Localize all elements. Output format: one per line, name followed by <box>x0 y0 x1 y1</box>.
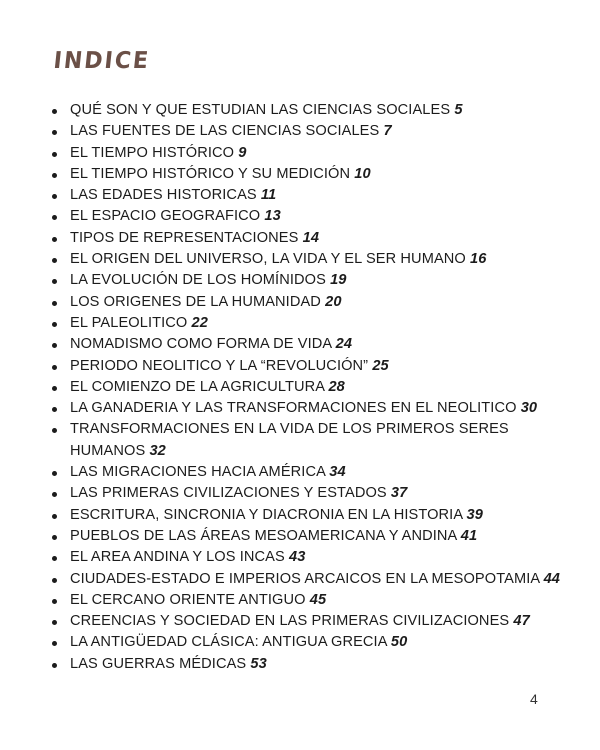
toc-item <box>52 121 582 142</box>
page-title: INDICE <box>52 48 152 75</box>
bullet-icon <box>52 237 57 242</box>
toc-item-page: 13 <box>264 208 281 225</box>
bullet-icon <box>52 386 57 391</box>
bullet-icon <box>52 194 57 199</box>
toc-item-page: 7 <box>383 123 392 140</box>
toc-item-label: LA EVOLUCIÓN DE LOS HOMÍNIDOS <box>70 272 326 289</box>
toc-item-page: 5 <box>454 102 463 118</box>
toc-item-page: 10 <box>354 165 371 182</box>
page-number: 4 <box>530 691 538 707</box>
toc-item <box>52 611 582 632</box>
bullet-icon <box>52 258 57 263</box>
toc-item-label: EL ESPACIO GEOGRAFICO <box>70 208 261 225</box>
toc-item <box>52 462 582 483</box>
toc-item-label: LOS ORIGENES DE LA HUMANIDAD <box>70 293 321 310</box>
toc-item-page: 34 <box>329 464 346 481</box>
toc-item <box>52 569 582 590</box>
toc-item <box>52 143 582 164</box>
bullet-icon <box>52 471 57 476</box>
toc-item-page: 53 <box>250 655 267 672</box>
toc-item <box>52 526 582 547</box>
toc-item-label: LAS PRIMERAS CIVILIZACIONES Y ESTADOS <box>70 485 387 502</box>
bullet-icon <box>52 109 57 114</box>
toc-item <box>52 356 582 377</box>
bullet-icon <box>52 301 57 306</box>
toc-item-label: LA GANADERIA Y LAS TRANSFORMACIONES EN EL NEOLITICO <box>70 400 517 417</box>
toc-item <box>52 419 582 462</box>
table-of-contents <box>52 100 582 675</box>
toc-item-label: LA ANTIGÜEDAD CLÁSICA: ANTIGUA GRECIA <box>70 634 387 651</box>
toc-item-page: 19 <box>330 272 347 289</box>
toc-item-label: TIPOS DE REPRESENTACIONES <box>70 229 299 246</box>
bullet-icon <box>52 641 57 646</box>
toc-item <box>52 632 582 653</box>
toc-item-page: 32 <box>149 442 166 459</box>
bullet-icon <box>52 152 57 157</box>
toc-item-page: 16 <box>470 251 487 268</box>
toc-item <box>52 313 582 334</box>
toc-item-label: LAS EDADES HISTORICAS <box>70 187 257 204</box>
toc-item-page: 20 <box>325 293 342 310</box>
toc-item-label: EL ORIGEN DEL UNIVERSO, LA VIDA Y EL SER HUMANO <box>70 251 466 268</box>
toc-item <box>52 292 582 313</box>
bullet-icon <box>52 343 57 348</box>
toc-item <box>52 377 582 398</box>
bullet-icon <box>52 322 57 327</box>
toc-item-page: 39 <box>466 506 483 523</box>
toc-item <box>52 505 582 526</box>
bullet-icon <box>52 620 57 625</box>
toc-item-label: PERIODO NEOLITICO Y LA “REVOLUCIÓN” <box>70 357 369 374</box>
toc-item-label: ESCRITURA, SINCRONIA Y DIACRONIA EN LA HISTORIA <box>70 506 463 523</box>
toc-item-label: LAS FUENTES DE LAS CIENCIAS SOCIALES <box>70 123 380 140</box>
bullet-icon <box>52 130 57 135</box>
toc-item <box>52 206 582 227</box>
toc-item <box>52 100 582 121</box>
toc-item <box>52 249 582 270</box>
toc-item <box>52 185 582 206</box>
toc-item-label: EL TIEMPO HISTÓRICO Y SU MEDICIÓN <box>70 165 351 182</box>
toc-item-label: EL COMIENZO DE LA AGRICULTURA <box>70 378 325 395</box>
toc-item-page: 44 <box>543 570 561 587</box>
toc-item-label: LAS MIGRACIONES HACIA AMÉRICA <box>70 464 326 481</box>
bullet-icon <box>52 556 57 561</box>
toc-item-page: 50 <box>390 634 408 651</box>
bullet-icon <box>52 514 57 519</box>
bullet-icon <box>52 215 57 220</box>
bullet-icon <box>52 428 57 433</box>
toc-item-page: 14 <box>302 229 320 246</box>
toc-item-label: PUEBLOS DE LAS ÁREAS MESOAMERICANA Y ANDINA <box>70 527 457 544</box>
bullet-icon <box>52 578 57 583</box>
toc-item-label: EL CERCANO ORIENTE ANTIGUO <box>70 591 306 608</box>
toc-item <box>52 228 582 249</box>
toc-item <box>52 334 582 355</box>
toc-item-page: 37 <box>390 485 408 502</box>
toc-item <box>52 483 582 504</box>
bullet-icon <box>52 492 57 497</box>
toc-item-label: NOMADISMO COMO FORMA DE VIDA <box>70 336 332 353</box>
toc-item-page: 28 <box>328 378 345 395</box>
toc-item <box>52 164 582 185</box>
toc-item-label: LAS GUERRAS MÉDICAS <box>70 655 247 672</box>
toc-item <box>52 654 582 675</box>
bullet-icon <box>52 535 57 540</box>
toc-item-label: EL AREA ANDINA Y LOS INCAS <box>70 549 285 566</box>
toc-item-label: EL PALEOLITICO <box>70 314 188 331</box>
toc-item-label: TRANSFORMACIONES EN LA VIDA DE LOS PRIMEROS SERES HUMANOS <box>70 421 509 459</box>
toc-item-page: 22 <box>191 314 208 331</box>
toc-item-page: 47 <box>513 613 530 630</box>
toc-item-page: 30 <box>520 400 538 417</box>
toc-item-label: CIUDADES-ESTADO E IMPERIOS ARCAICOS EN LA MESOPOTAMIA <box>70 570 540 587</box>
toc-item-label: CREENCIAS Y SOCIEDAD EN LAS PRIMERAS CIVILIZACIONES <box>70 613 510 630</box>
toc-item-page: 25 <box>372 357 389 374</box>
toc-item-page: 45 <box>309 591 327 608</box>
bullet-icon <box>52 663 57 668</box>
toc-item <box>52 590 582 611</box>
toc-item-label: EL TIEMPO HISTÓRICO <box>70 144 235 161</box>
bullet-icon <box>52 599 57 604</box>
bullet-icon <box>52 407 57 412</box>
toc-item-page: 41 <box>460 527 478 544</box>
toc-item-page: 24 <box>335 336 353 353</box>
toc-item-label: QUÉ SON Y QUE ESTUDIAN LAS CIENCIAS SOCIALES <box>70 102 451 118</box>
toc-item-page: 9 <box>238 144 247 161</box>
toc-item <box>52 270 582 291</box>
toc-item-page: 43 <box>289 549 306 566</box>
toc-item <box>52 547 582 568</box>
bullet-icon <box>52 173 57 178</box>
toc-item-page: 11 <box>260 187 277 204</box>
bullet-icon <box>52 279 57 284</box>
bullet-icon <box>52 365 57 370</box>
toc-item <box>52 398 582 419</box>
